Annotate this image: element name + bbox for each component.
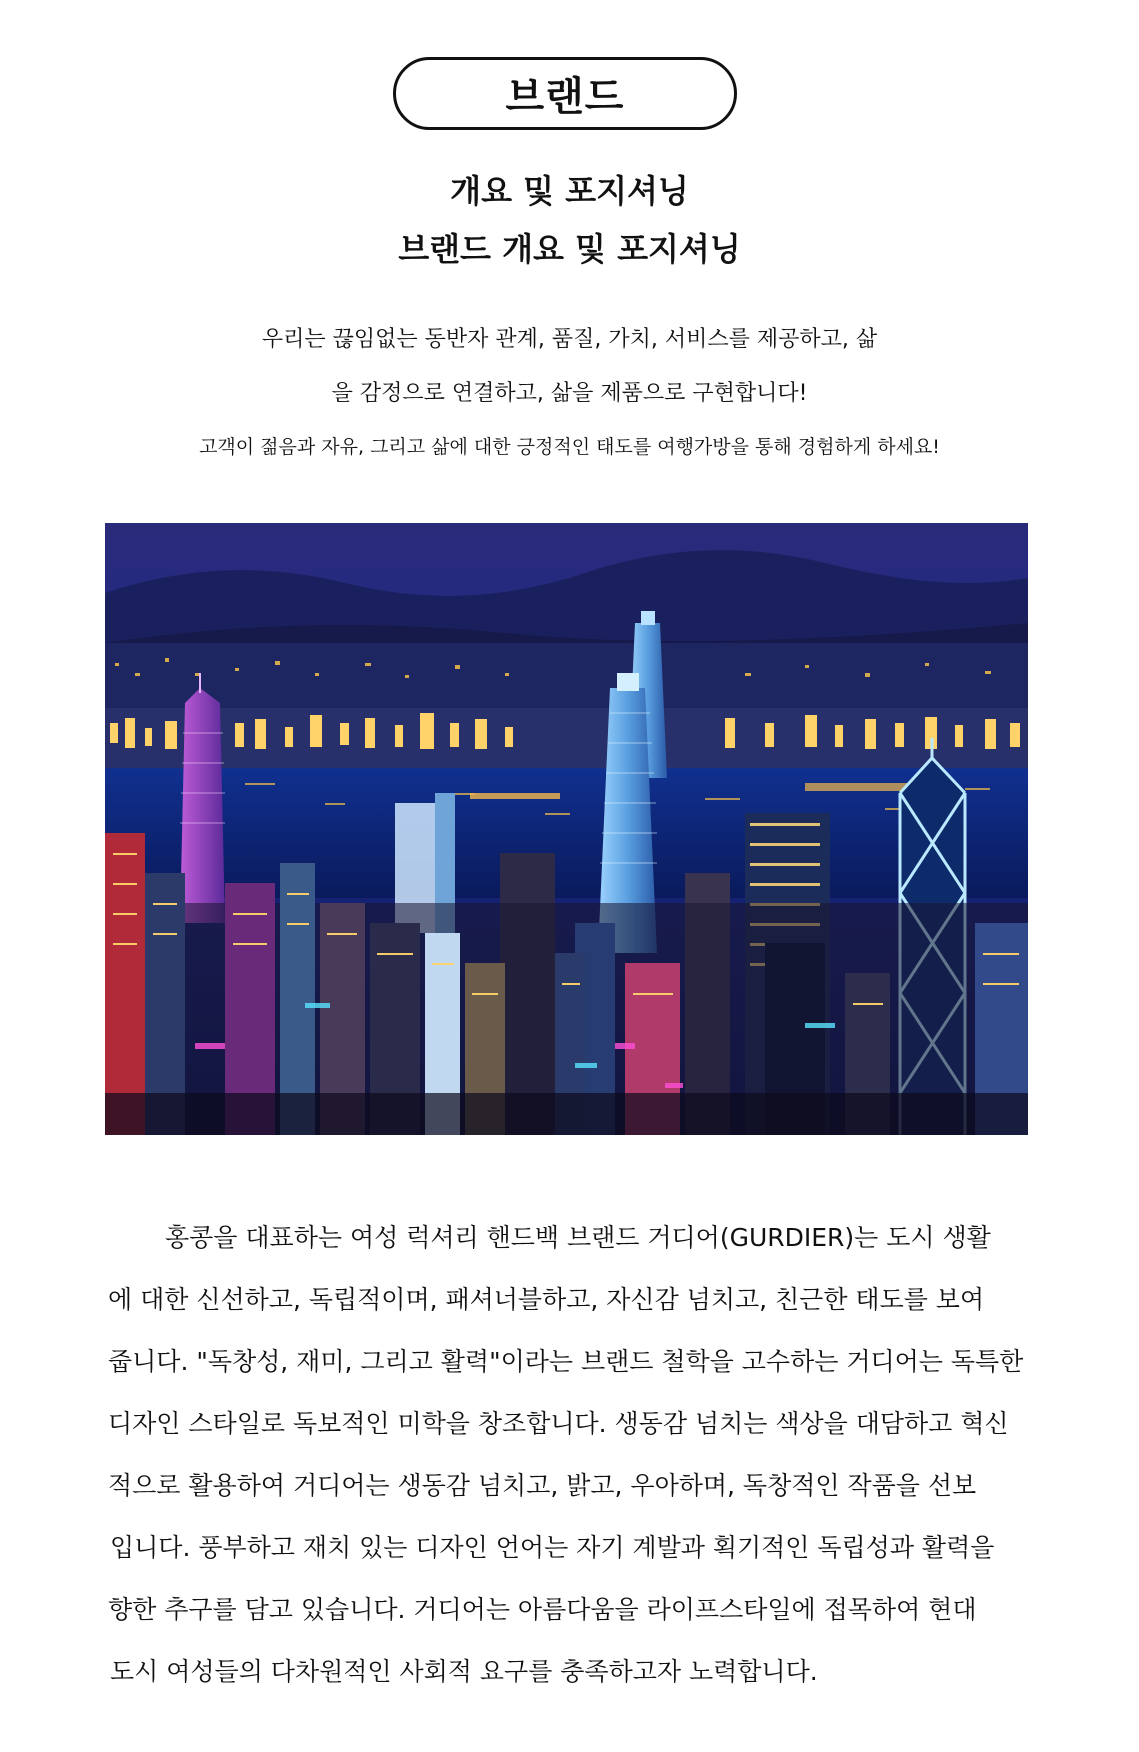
body-paragraph-line: 디자인 스타일로 독보적인 미학을 창조합니다. 생동감 넘치는 색상을 대담하고 혁신	[108, 1409, 1009, 1438]
tagline-line-3: 고객이 젊음과 자유, 그리고 삶에 대한 긍정적인 태도를 여행가방을 통해 경험하게 하세요!	[199, 436, 940, 458]
body-paragraph-line: 줍니다. "독창성, 재미, 그리고 활력"이라는 브랜드 철학을 고수하는 거디어는 독특한	[108, 1347, 1024, 1376]
section-title: 브랜드	[505, 74, 625, 120]
hong-kong-skyline-photo	[105, 523, 1028, 1135]
brand-overview-heading: 브랜드 개요 및 포지셔닝	[398, 230, 741, 268]
body-paragraph-line: 입니다. 풍부하고 재치 있는 디자인 언어는 자기 계발과 획기적인 독립성과 활력을	[110, 1533, 995, 1562]
body-paragraph-line: 에 대한 신선하고, 독립적이며, 패셔너블하고, 자신감 넘치고, 친근한 태도를 보여	[108, 1285, 985, 1314]
body-paragraph-line: 도시 여성들의 다차원적인 사회적 요구를 충족하고자 노력합니다.	[110, 1657, 818, 1686]
tagline-line-2: 을 감정으로 연결하고, 삶을 제품으로 구현합니다!	[331, 381, 808, 406]
overview-heading: 개요 및 포지셔닝	[450, 172, 689, 210]
section-title-badge	[393, 57, 737, 130]
body-paragraph-line: 적으로 활용하여 거디어는 생동감 넘치고, 밝고, 우아하며, 독창적인 작품을 선보	[108, 1471, 977, 1500]
tagline-line-1: 우리는 끊임없는 동반자 관계, 품질, 가치, 서비스를 제공하고, 삶	[261, 327, 878, 352]
city-night-illustration	[105, 523, 1028, 1135]
body-paragraph-line: 홍콩을 대표하는 여성 럭셔리 핸드백 브랜드 거디어(GURDIER)는 도시 생활	[165, 1223, 991, 1252]
body-paragraph-line: 향한 추구를 담고 있습니다. 거디어는 아름다움을 라이프스타일에 접목하여 현대	[108, 1595, 977, 1624]
